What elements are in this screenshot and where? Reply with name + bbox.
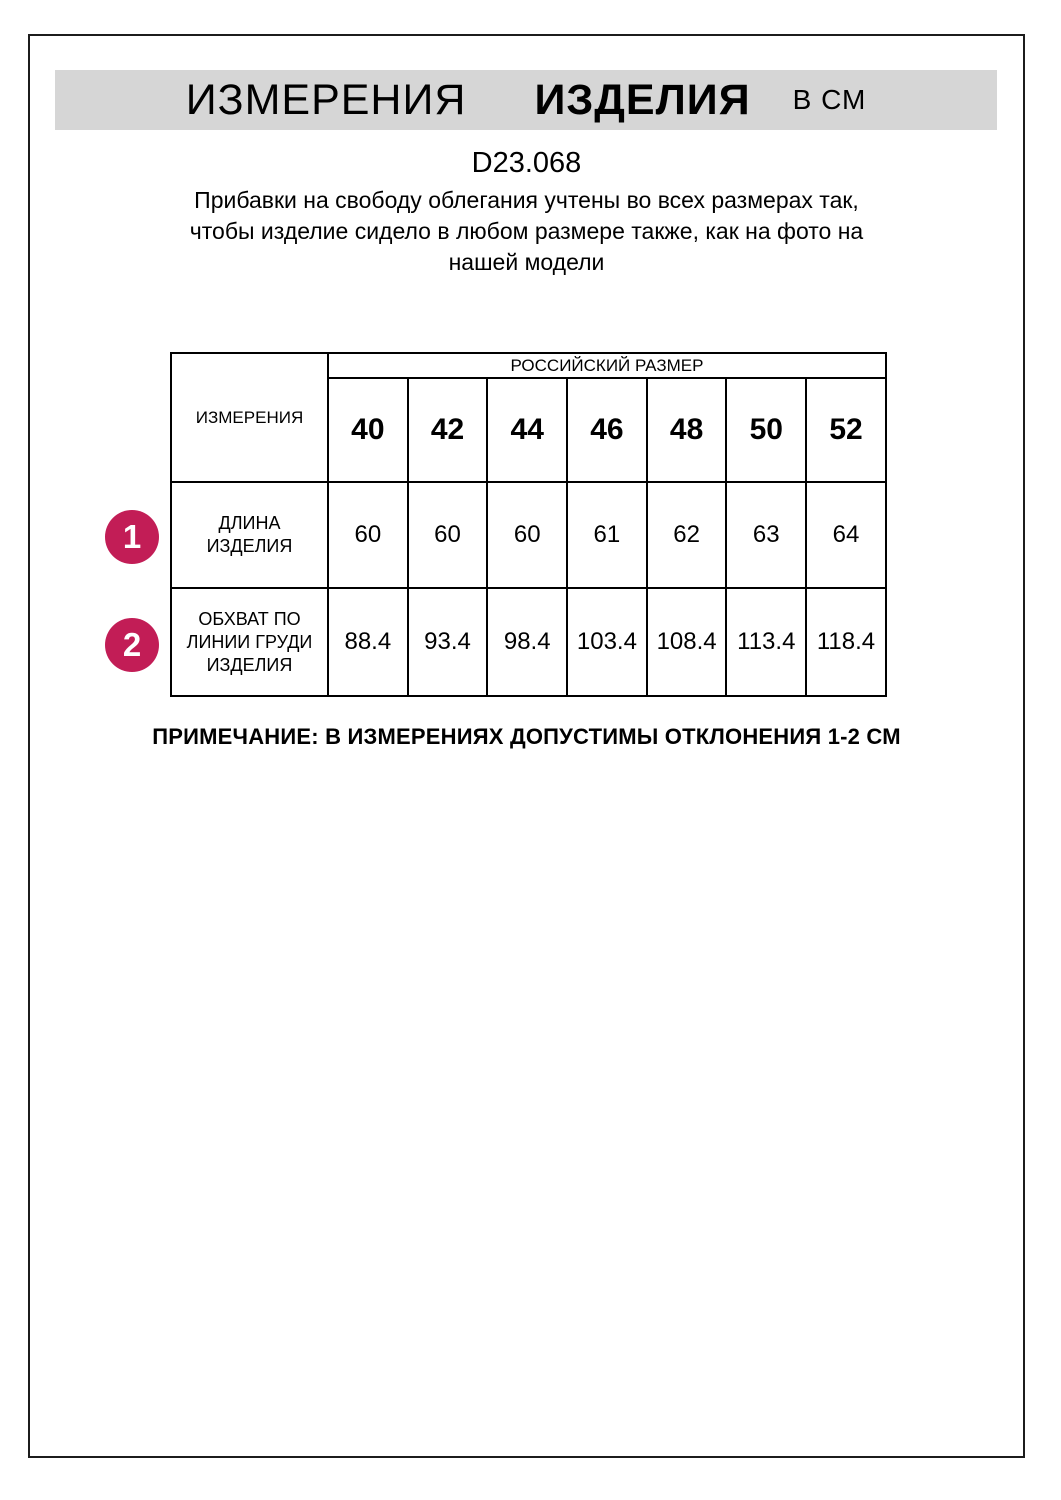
measurements-table (170, 352, 887, 697)
table-cell: 108.4 (647, 588, 727, 696)
table-cell: 118.4 (806, 588, 886, 696)
size-column-header: 46 (567, 378, 647, 482)
table-cell: 113.4 (726, 588, 806, 696)
fit-description (28, 185, 1025, 278)
tolerance-note: ПРИМЕЧАНИЕ: В ИЗМЕРЕНИЯХ ДОПУСТИМЫ ОТКЛОНЕНИЯ 1-2 СМ (152, 724, 901, 749)
table-corner-header: ИЗМЕРЕНИЯ (171, 353, 328, 482)
table-row (171, 353, 886, 378)
size-column-header: 42 (408, 378, 488, 482)
fit-description-line-3: нашей модели (448, 249, 605, 275)
table-cell: 93.4 (408, 588, 488, 696)
table-cell: 98.4 (487, 588, 567, 696)
row-label-length: ДЛИНА ИЗДЕЛИЯ (171, 482, 328, 588)
table-cell: 60 (408, 482, 488, 588)
fit-description-line-2: чтобы изделие сидело в любом размере также, как на фото на (189, 218, 864, 244)
title-word-product: ИЗДЕЛИЯ (534, 75, 751, 124)
table-cell: 62 (647, 482, 727, 588)
title-bar (55, 70, 997, 130)
row-marker-badge-1: 1 (105, 510, 159, 564)
size-column-header: 52 (806, 378, 886, 482)
table-cell: 64 (806, 482, 886, 588)
product-code: D23.068 (471, 147, 582, 179)
row-marker-badge-2: 2 (105, 618, 159, 672)
table-cell: 88.4 (328, 588, 408, 696)
size-column-header: 50 (726, 378, 806, 482)
title-units-label: В СМ (792, 84, 867, 115)
row-label-chest: ОБХВАТ ПО ЛИНИИ ГРУДИ ИЗДЕЛИЯ (171, 588, 328, 696)
table-cell: 60 (487, 482, 567, 588)
table-cell: 61 (567, 482, 647, 588)
size-group-header: РОССИЙСКИЙ РАЗМЕР (328, 353, 886, 378)
table-cell: 63 (726, 482, 806, 588)
table-cell: 60 (328, 482, 408, 588)
table-row (171, 588, 886, 696)
title-word-measurements: ИЗМЕРЕНИЯ (185, 75, 467, 124)
size-column-header: 40 (328, 378, 408, 482)
size-column-header: 48 (647, 378, 727, 482)
fit-description-line-1: Прибавки на свободу облегания учтены во всех размерах так, (194, 187, 859, 213)
size-column-header: 44 (487, 378, 567, 482)
table-cell: 103.4 (567, 588, 647, 696)
table-row (171, 482, 886, 588)
